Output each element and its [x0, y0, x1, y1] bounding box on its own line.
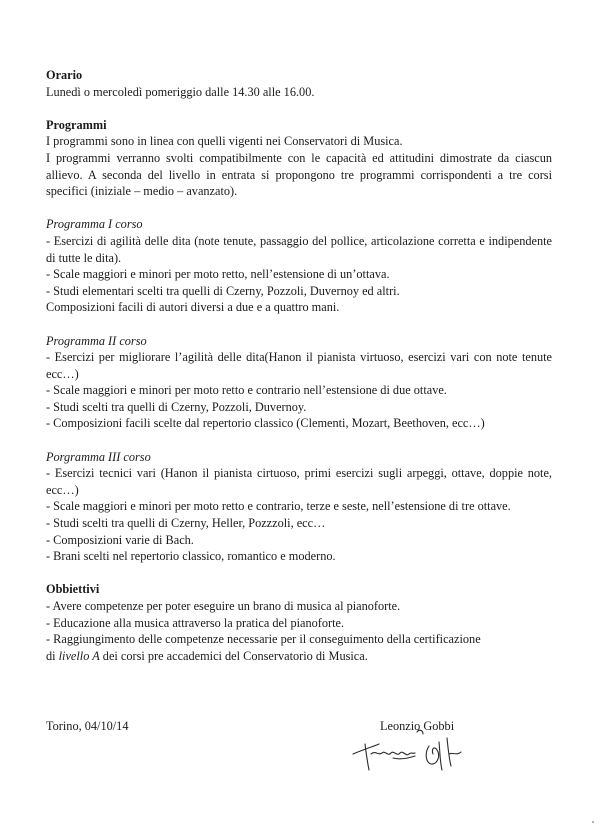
obbiettivi-item: - Avere competenze per poter eseguire un brano di musica al pianoforte. — [46, 599, 401, 613]
orario-text: Lunedì o mercoledì pomeriggio dalle 14.30 alle 16.00. — [46, 84, 315, 99]
obbiettivi-item: - Educazione alla musica attraverso la pratica del pianoforte. — [46, 615, 345, 630]
corso2-item: - Studi scelti tra quelli di Czerny, Pozzoli, Duvernoy. — [46, 399, 307, 414]
place-date: Torino, 04/10/14 — [46, 719, 129, 733]
corso2-item: - Esercizi per migliorare l’agilità delle dita(Hanon il pianista virtuoso, esercizi vari con note tenute ecc…) — [46, 350, 552, 381]
obbiettivi-item: - Raggiungimento delle competenze necessarie per il conseguimento della certificazione — [46, 632, 481, 647]
obbiettivi-last-prefix: di — [46, 648, 59, 663]
programmi-line: I programmi sono in linea con quelli vigenti nei Conservatori di Musica. — [46, 134, 403, 149]
programmi-paragraph: I programmi verranno svolti compatibilmente con le capacità ed attitudini dimostrate da ciascun allievo. A seconda del livello in entrata si propongono tre programmi corrispondenti a tre corsi specifici (iniziale – medio – avanzato). — [46, 150, 552, 199]
programmi-heading: Programmi — [46, 117, 107, 132]
corso3-item: - Esercizi tecnici vari (Hanon il pianista cirtuoso, primi esercizi sugli arpeggi, ottave, doppie note, ecc…) — [46, 466, 552, 497]
corso3-item: - Scale maggiori e minori per moto retto e contrario, terze e seste, nell’estensione di tre ottave. — [46, 499, 511, 514]
corso2-item: - Composizioni facili scelte dal repertorio classico (Clementi, Mozart, Beethoven, ecc…) — [46, 416, 485, 431]
corso2-item: - Scale maggiori e minori per moto retto e contrario nell’estensione di due ottave. — [46, 383, 447, 398]
corso3-item: - Brani scelti nel repertorio classico, romantico e moderno. — [46, 549, 336, 564]
obbiettivi-heading: Obbiettivi — [46, 582, 100, 597]
page-corner-mark — [590, 820, 596, 824]
obbiettivi-last-suffix: dei corsi pre accademici del Conservatorio di Musica. — [99, 648, 368, 663]
corso1-heading: Programma I corso — [46, 217, 143, 232]
corso1-item: - Esercizi di agilità delle dita (note tenute, passaggio del pollice, articolazione corretta e indipendente di tutte le dita). — [46, 233, 552, 265]
corso3-heading: Porgramma III corso — [46, 449, 151, 464]
signatory-name: Leonzio Gobbi — [380, 719, 455, 733]
corso2-heading: Programma II corso — [46, 333, 147, 348]
orario-heading: Orario — [46, 68, 83, 82]
corso3-item: - Composizioni varie di Bach. — [46, 532, 194, 547]
corso1-item: Composizioni facili di autori diversi a due e a quattro mani. — [46, 300, 340, 315]
corso1-item: - Studi elementari scelti tra quelli di Czerny, Pozzoli, Duvernoy ed altri. — [46, 283, 400, 298]
corso1-item: - Scale maggiori e minori per moto retto, nell’estensione di un’ottava. — [46, 267, 390, 282]
obbiettivi-last-italic: livello A — [58, 648, 100, 663]
handwritten-signature-icon — [345, 724, 475, 784]
obbiettivi-item-last — [46, 648, 552, 665]
document-body — [46, 67, 552, 664]
corso3-item: - Studi scelti tra quelli di Czerny, Heller, Pozzzoli, ecc… — [46, 516, 326, 531]
